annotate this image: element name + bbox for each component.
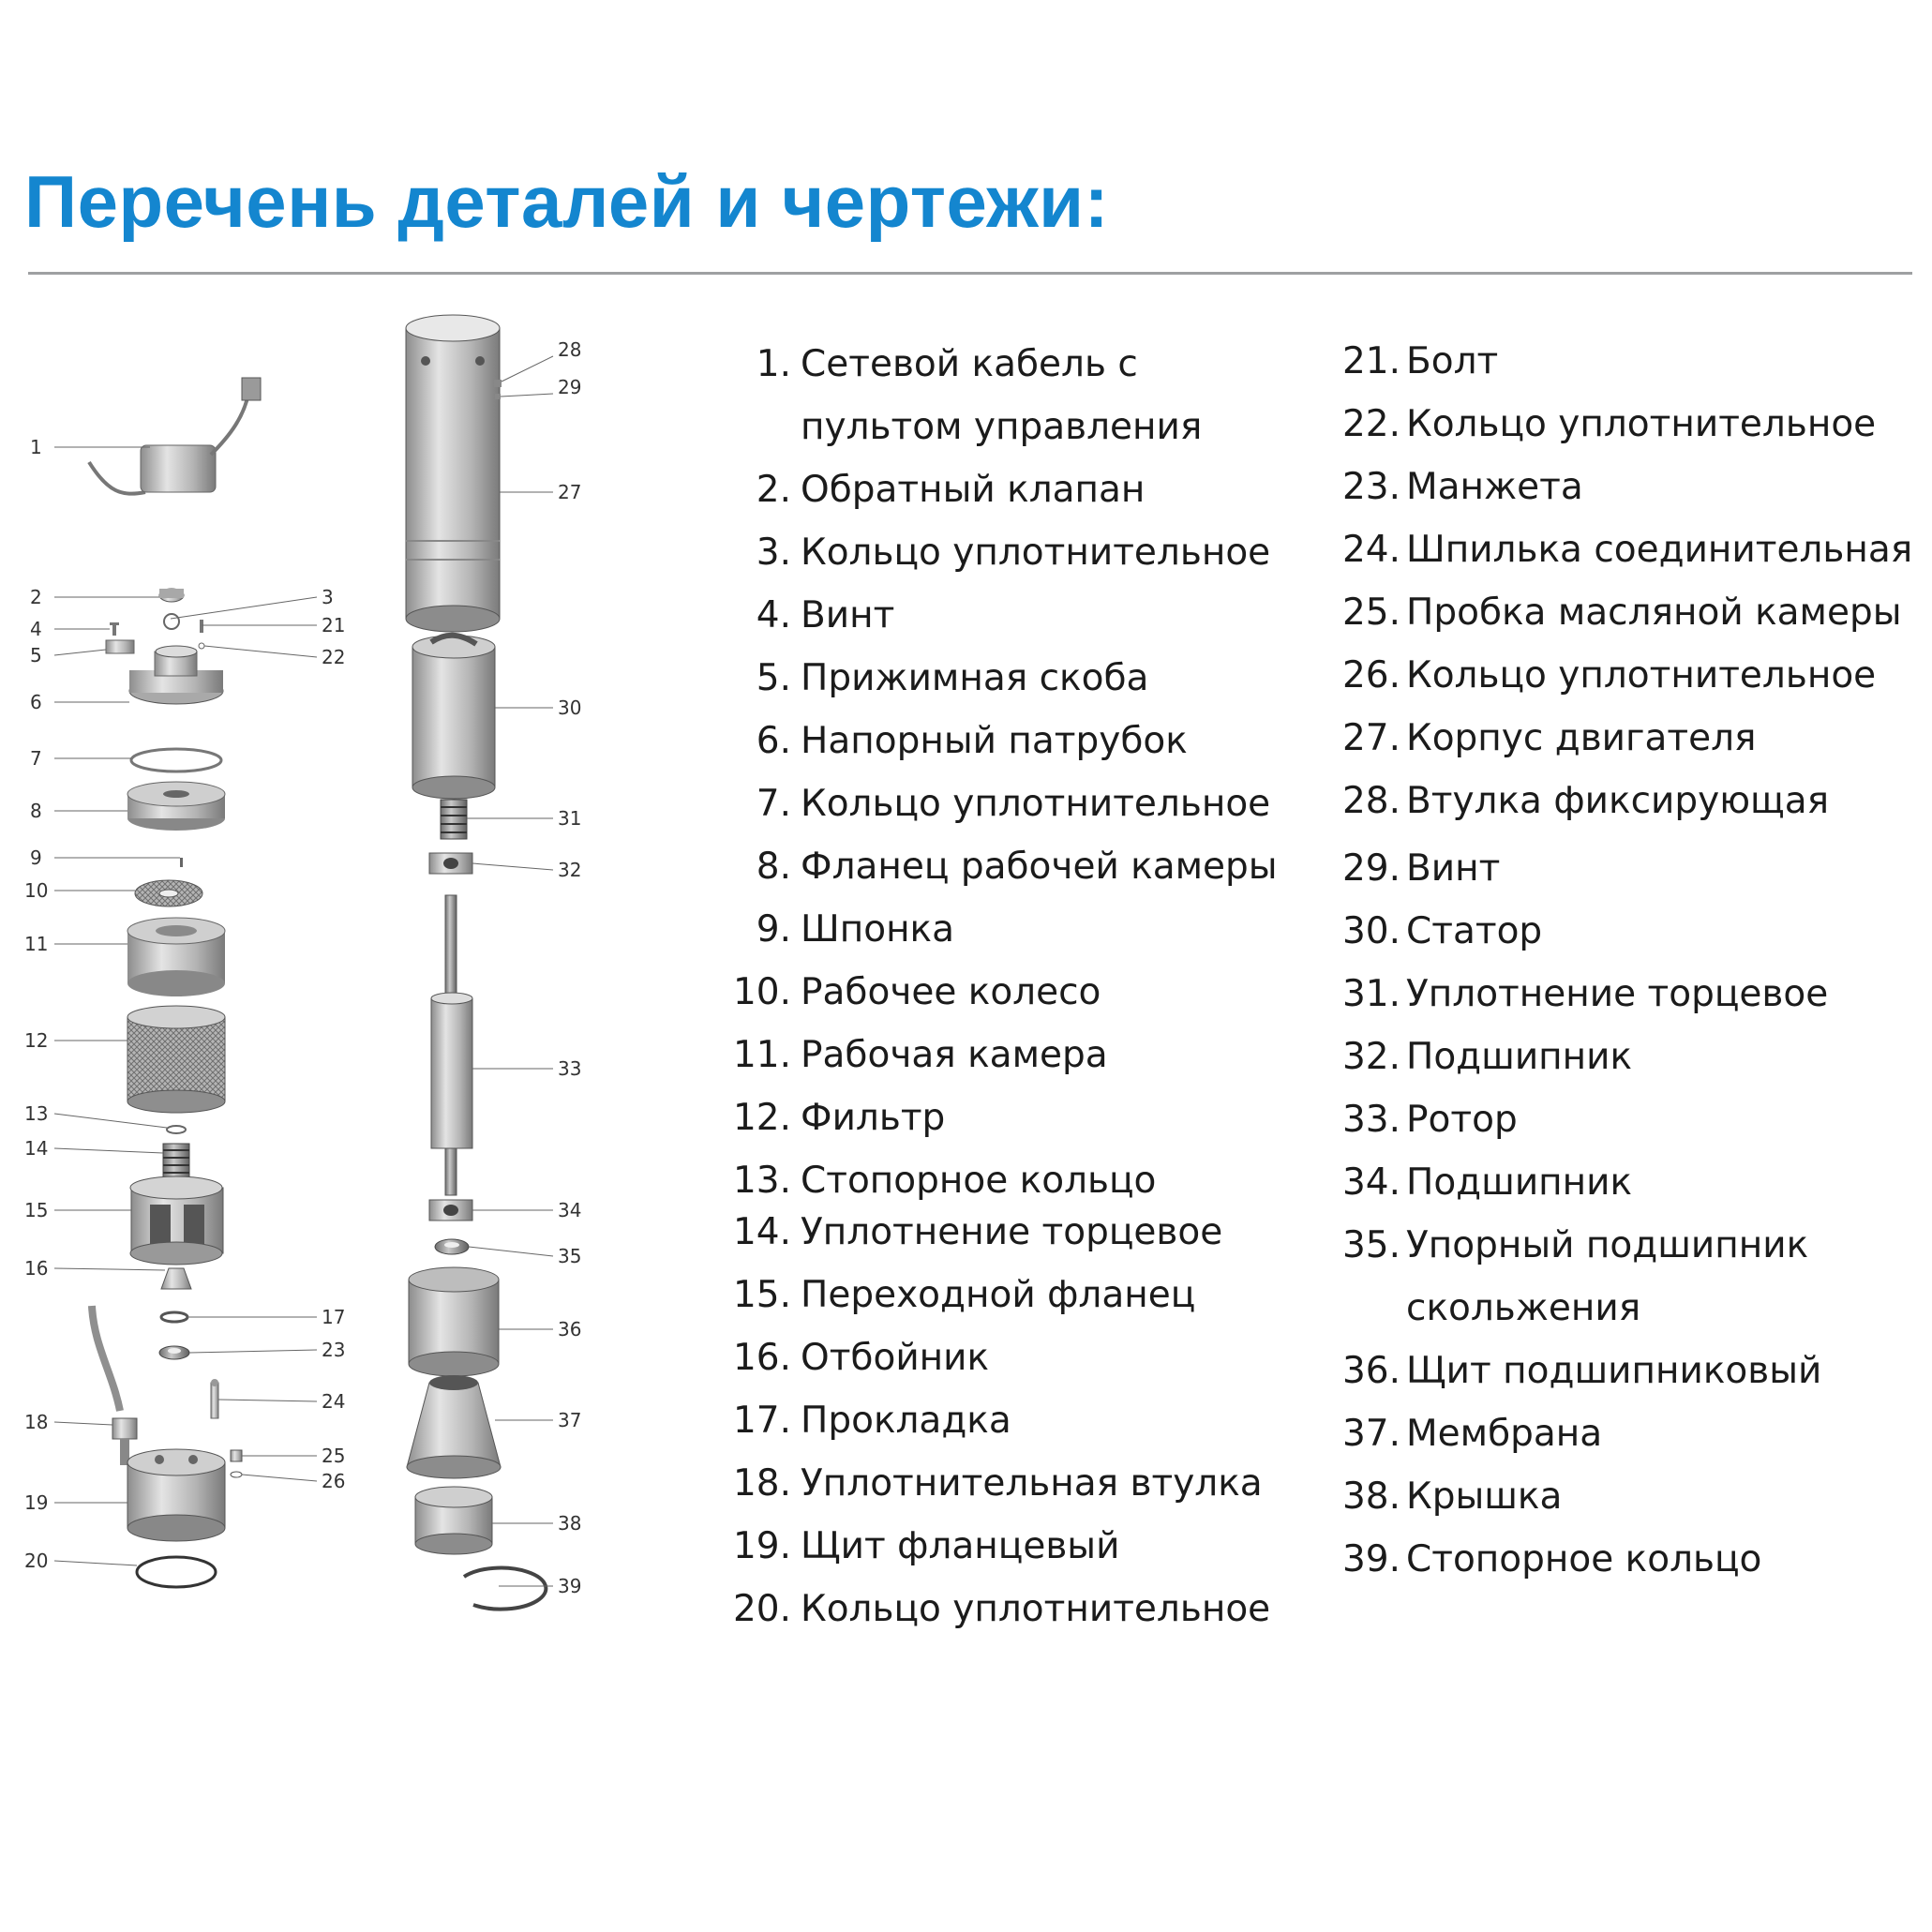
part-23-cuff [159,1346,189,1359]
callout-5: 5 [30,644,42,666]
callout-34: 34 [558,1199,582,1221]
item-number: 9. [756,908,791,951]
list-item [729,1452,1310,1515]
parts-list-left [729,333,1310,1640]
list-item [729,1515,1310,1578]
item-number: 2. [756,469,791,511]
item-number: 24. [1341,529,1400,571]
part-26-o-ring [231,1472,242,1477]
part-10-impeller [135,880,202,906]
part-5-clamp [106,640,134,653]
item-number: 18. [732,1462,791,1505]
item-name: Манжета [1406,466,1583,508]
callout-6: 6 [30,691,42,713]
item-number: 1. [756,343,791,385]
list-item [729,1149,1310,1201]
list-item [729,1086,1310,1149]
item-number: 27. [1341,717,1400,759]
callout-23: 23 [322,1339,346,1361]
item-number: 10. [732,971,791,1013]
item-number: 19. [732,1525,791,1567]
part-12-filter [127,1006,225,1113]
callout-38: 38 [558,1512,582,1535]
item-name: Статор [1406,910,1543,952]
list-item [1339,581,1929,644]
item-number: 36. [1341,1350,1400,1392]
callout-25: 25 [322,1445,346,1467]
part-1-power-cable [89,378,261,494]
list-item [1339,330,1929,393]
item-name: Винт [1406,847,1501,890]
item-number: 37. [1341,1413,1400,1455]
callout-31: 31 [558,807,582,830]
list-item [729,521,1310,584]
callout-20: 20 [24,1550,49,1572]
item-name: Рабочая камера [801,1034,1108,1076]
item-name: Подшипник [1406,1161,1633,1204]
parts-list-right [1339,330,1929,1591]
item-name: Корпус двигателя [1406,717,1757,759]
part-19-flange-shield [127,1449,225,1541]
list-item [729,1264,1310,1326]
callout-36: 36 [558,1318,582,1340]
callout-35: 35 [558,1245,582,1267]
list-item [729,1326,1310,1389]
part-3-o-ring [164,614,179,629]
part-28-fixing-sleeve [494,380,502,387]
list-item [729,584,1310,647]
item-number: 33. [1341,1099,1400,1141]
part-7-o-ring [131,749,221,771]
item-number: 23. [1341,466,1400,508]
item-number: 29. [1341,847,1400,890]
item-name: Обратный клапан [801,469,1146,511]
callout-28: 28 [558,338,582,361]
list-item [1339,393,1929,456]
item-number: 26. [1341,654,1400,696]
item-number: 32. [1341,1036,1400,1078]
callout-27: 27 [558,481,582,503]
item-name: Шпонка [801,908,955,951]
part-11-working-chamber [127,918,225,996]
callout-2: 2 [30,586,42,608]
item-name: Стопорное кольцо [801,1160,1157,1202]
item-number: 34. [1341,1161,1400,1204]
item-name: Прокладка [801,1400,1011,1442]
callout-33: 33 [558,1057,582,1080]
part-39-retaining-ring [464,1568,546,1610]
item-number: 20. [732,1588,791,1630]
callout-11: 11 [24,933,49,955]
part-33-rotor [431,895,472,1195]
list-item [729,458,1310,521]
callout-39: 39 [558,1575,582,1597]
callout-8: 8 [30,800,42,822]
item-number: 21. [1341,340,1400,382]
list-item [729,1201,1310,1264]
part-4-screw [110,622,119,636]
part-15-adapter-flange [130,1176,223,1265]
item-name: Кольцо уплотнительное [1406,654,1877,696]
item-name: Крышка [1406,1475,1563,1518]
part-29-screw [495,394,501,399]
part-31-mechanical-seal [441,800,467,839]
item-name: Упорный подшипник скольжения [1406,1224,1809,1329]
item-name: Пробка масляной камеры [1406,592,1902,634]
list-item [1339,644,1929,707]
item-name: Подшипник [1406,1036,1633,1078]
item-name: Кольцо уплотнительное [801,532,1271,574]
callout-22: 22 [322,646,346,668]
item-name: Уплотнение торцевое [1406,973,1829,1015]
list-item [729,647,1310,710]
item-name: Мембрана [1406,1413,1603,1455]
callout-19: 19 [24,1491,49,1514]
list-item [1339,1340,1929,1402]
list-item [729,710,1310,772]
item-number: 35. [1341,1224,1400,1266]
list-item [1339,1088,1929,1151]
item-number: 4. [756,594,791,637]
list-item [729,1389,1310,1452]
item-number: 17. [732,1400,791,1442]
callout-24: 24 [322,1390,346,1413]
item-number: 22. [1341,403,1400,445]
item-number: 28. [1341,780,1400,822]
item-name: Болт [1406,340,1499,382]
exploded-pump-drawing [19,305,605,1673]
item-name: Рабочее колесо [801,971,1101,1013]
callout-17: 17 [322,1306,346,1328]
part-18-sealing-sleeve [92,1306,137,1465]
list-item [729,898,1310,961]
item-number: 30. [1341,910,1400,952]
item-name: Шпилька соединительная [1406,529,1913,571]
item-name: Щит фланцевый [801,1525,1120,1567]
item-name: Напорный патрубок [801,720,1188,762]
item-number: 14. [732,1211,791,1253]
item-name: Ротор [1406,1099,1518,1141]
list-item [1339,837,1929,900]
item-number: 16. [732,1337,791,1379]
part-35-thrust-bearing [435,1239,469,1254]
part-2-check-valve [159,589,184,602]
part-32-bearing [429,853,472,874]
item-name: Втулка фиксирующая [1406,780,1830,822]
callout-12: 12 [24,1029,49,1052]
callout-30: 30 [558,696,582,719]
list-item [729,1024,1310,1086]
item-number: 6. [756,720,791,762]
callout-21: 21 [322,614,346,637]
item-name: Кольцо уплотнительное [1406,403,1877,445]
callout-1: 1 [30,436,42,458]
list-item [1339,963,1929,1026]
item-name: Сетевой кабель с пультом управления [801,343,1203,448]
callout-37: 37 [558,1409,582,1431]
callout-26: 26 [322,1470,346,1492]
part-24-connecting-stud [211,1379,218,1418]
item-number: 31. [1341,973,1400,1015]
callout-16: 16 [24,1257,49,1280]
item-number: 12. [732,1097,791,1139]
item-number: 7. [756,783,791,825]
part-17-gasket [161,1312,187,1322]
part-20-o-ring [137,1557,216,1587]
part-37-membrane [407,1375,501,1478]
part-8-chamber-flange [127,782,225,831]
callout-18: 18 [24,1411,49,1433]
item-name: Прижимная скоба [801,657,1149,699]
item-number: 11. [732,1034,791,1076]
part-36-bearing-shield [409,1267,499,1376]
item-name: Отбойник [801,1337,990,1379]
part-30-stator [412,636,495,799]
item-name: Кольцо уплотнительное [801,1588,1271,1630]
item-name: Кольцо уплотнительное [801,783,1271,825]
list-item [729,772,1310,835]
list-item [1339,707,1929,770]
list-item [1339,1151,1929,1214]
list-item [1339,1214,1929,1340]
title-divider [28,272,1912,275]
part-14-mechanical-seal [163,1144,189,1177]
item-name: Винт [801,594,895,637]
part-21-bolt [200,620,203,633]
part-27-motor-housing [406,315,500,632]
item-number: 8. [756,846,791,888]
item-name: Фланец рабочей камеры [801,846,1278,888]
callout-9: 9 [30,846,42,869]
part-13-retaining-ring [167,1126,186,1133]
part-22-o-ring [199,643,204,649]
callout-13: 13 [24,1102,49,1125]
list-item [729,333,1310,458]
item-name: Уплотнение торцевое [801,1211,1223,1253]
item-name: Щит подшипниковый [1406,1350,1822,1392]
list-item [1339,456,1929,518]
part-6-outlet-fitting [129,646,223,704]
callout-32: 32 [558,859,582,881]
part-38-cover [415,1487,492,1554]
callout-4: 4 [30,618,42,640]
item-number: 39. [1341,1538,1400,1580]
item-number: 25. [1341,592,1400,634]
part-16-deflector [161,1268,191,1289]
item-number: 3. [756,532,791,574]
list-item [729,835,1310,898]
page-title: Перечень деталей и чертежи: [24,160,1110,243]
list-item [1339,1402,1929,1465]
part-25-oil-plug [231,1450,242,1461]
list-item [729,1578,1310,1640]
item-number: 38. [1341,1475,1400,1518]
callout-7: 7 [30,747,42,770]
item-number: 5. [756,657,791,699]
callout-29: 29 [558,376,582,398]
callout-14: 14 [24,1137,49,1160]
list-item [1339,1465,1929,1528]
item-name: Уплотнительная втулка [801,1462,1263,1505]
item-name: Фильтр [801,1097,946,1139]
callout-10: 10 [24,879,49,902]
callout-15: 15 [24,1199,49,1221]
list-item [1339,900,1929,963]
list-item [1339,770,1929,837]
item-number: 15. [732,1274,791,1316]
item-name: Переходной фланец [801,1274,1196,1316]
part-9-key [180,858,183,867]
item-number: 13. [732,1160,791,1202]
item-name: Стопорное кольцо [1406,1538,1762,1580]
list-item [729,961,1310,1024]
part-34-bearing [429,1200,472,1221]
list-item [1339,1528,1929,1591]
callout-3: 3 [322,586,334,608]
list-item [1339,1026,1929,1088]
list-item [1339,518,1929,581]
